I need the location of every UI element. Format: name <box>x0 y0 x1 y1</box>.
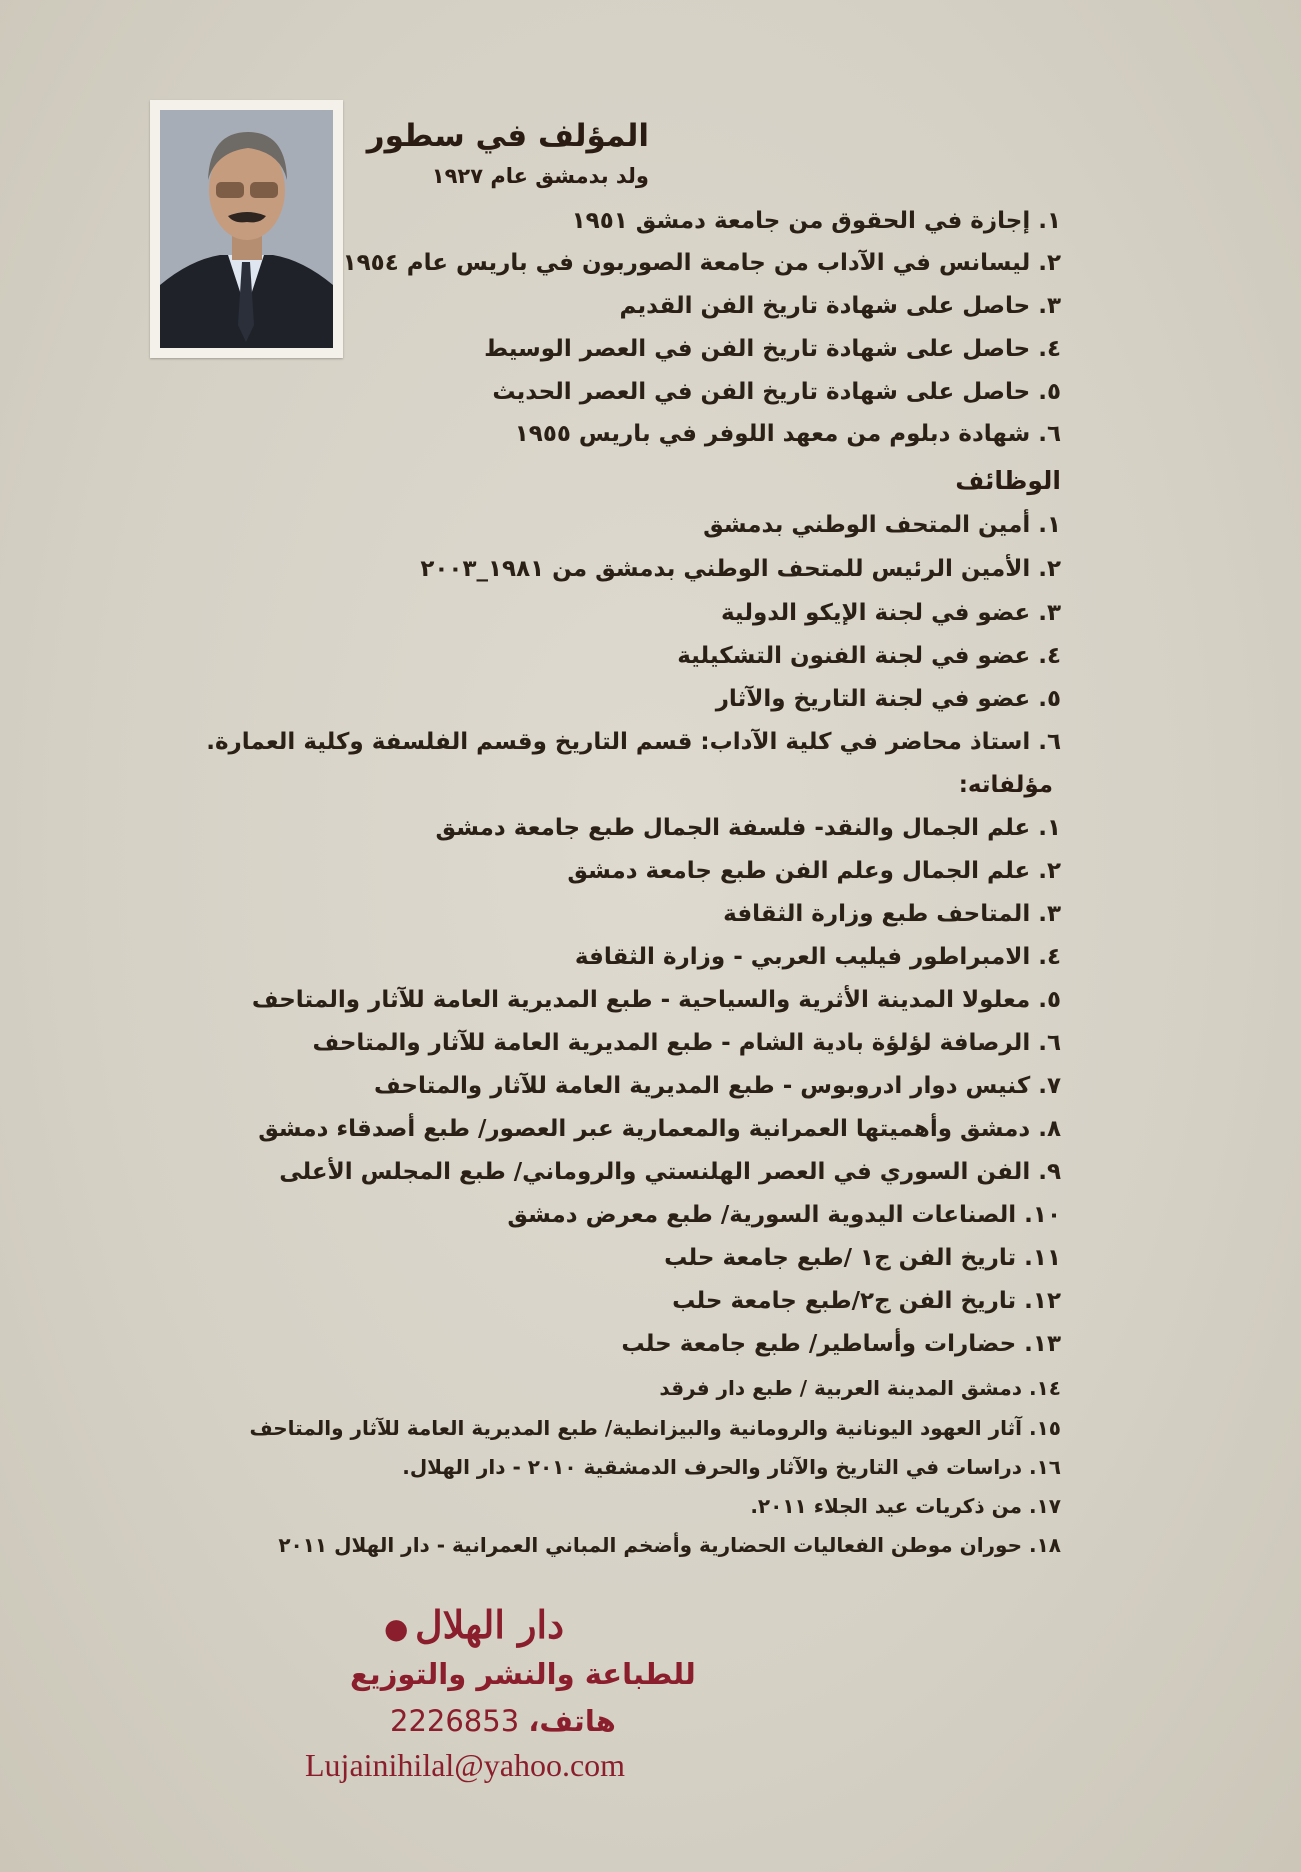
work-item: ٨. دمشق وأهميتها العمرانية والمعمارية عبر العصور/ طبع أصدقاء دمشق <box>258 1116 1061 1142</box>
work-item: ٧. كنيس دوار ادروبوس - طبع المديرية العامة للآثار والمتاحف <box>374 1073 1061 1099</box>
author-photo <box>150 100 343 358</box>
phone-number: 2226853 <box>390 1704 520 1738</box>
education-item: ١. إجازة في الحقوق من جامعة دمشق ١٩٥١ <box>571 208 1061 234</box>
education-item: ٢. ليسانس في الآداب من جامعة الصوربون في باريس عام ١٩٥٤ <box>342 250 1061 276</box>
work-item: ٣. المتاحف طبع وزارة الثقافة <box>723 901 1061 927</box>
job-item: ٤. عضو في لجنة الفنون التشكيلية <box>677 643 1061 669</box>
works-heading: مؤلفاته: <box>958 772 1053 798</box>
work-item: ١. علم الجمال والنقد- فلسفة الجمال طبع جامعة دمشق <box>435 815 1061 841</box>
author-section-title: المؤلف في سطور <box>366 118 649 154</box>
publisher-email[interactable]: Lujainihilal@yahoo.com <box>305 1747 626 1783</box>
work-item: ٦. الرصافة لؤلؤة بادية الشام - طبع المديرية العامة للآثار والمتاحف <box>312 1030 1061 1056</box>
work-item: ١١. تاريخ الفن ج١ /طبع جامعة حلب <box>664 1245 1061 1271</box>
job-item: ٢. الأمين الرئيس للمتحف الوطني بدمشق من ١٩٨١_٢٠٠٣ <box>420 556 1061 582</box>
publisher-dot: ● <box>384 1612 409 1645</box>
work-item: ٤. الامبراطور فيليب العربي - وزارة الثقافة <box>574 944 1061 970</box>
work-item: ٢. علم الجمال وعلم الفن طبع جامعة دمشق <box>567 858 1061 884</box>
job-item: ٣. عضو في لجنة الإيكو الدولية <box>720 600 1061 626</box>
publisher-name: دار الهلال <box>415 1602 564 1647</box>
job-item: ١. أمين المتحف الوطني بدمشق <box>703 512 1061 538</box>
work-item: ١٠. الصناعات اليدوية السورية/ طبع معرض دمشق <box>507 1202 1061 1228</box>
publisher-phone <box>390 1704 616 1738</box>
job-item: ٥. عضو في لجنة التاريخ والآثار <box>715 686 1061 712</box>
work-item: ١٥. آثار العهود اليونانية والرومانية والبيزانطية/ طبع المديرية العامة للآثار والمتاحف <box>249 1416 1061 1440</box>
work-item: ١٨. حوران موطن الفعاليات الحضارية وأضخم المباني العمرانية - دار الهلال ٢٠١١ <box>278 1533 1061 1557</box>
author-birth-line: ولد بدمشق عام ١٩٢٧ <box>431 164 649 188</box>
work-item: ١٦. دراسات في التاريخ والآثار والحرف الدمشقية ٢٠١٠ - دار الهلال. <box>402 1455 1061 1479</box>
phone-label: هاتف، <box>528 1704 616 1738</box>
work-item: ١٤. دمشق المدينة العربية / طبع دار فرقد <box>659 1376 1061 1400</box>
education-item: ٣. حاصل على شهادة تاريخ الفن القديم <box>619 293 1061 319</box>
jobs-heading: الوظائف <box>955 466 1061 495</box>
work-item: ٩. الفن السوري في العصر الهلنستي والروماني/ طبع المجلس الأعلى <box>279 1159 1061 1185</box>
work-item: ١٧. من ذكريات عيد الجلاء ٢٠١١. <box>750 1494 1061 1518</box>
education-item: ٥. حاصل على شهادة تاريخ الفن في العصر الحديث <box>492 379 1061 405</box>
work-item: ٥. معلولا المدينة الأثرية والسياحية - طبع المديرية العامة للآثار والمتاحف <box>251 987 1061 1013</box>
education-item: ٤. حاصل على شهادة تاريخ الفن في العصر الوسيط <box>484 336 1061 362</box>
education-item: ٦. شهادة دبلوم من معهد اللوفر في باريس ١٩٥٥ <box>514 421 1061 447</box>
work-item: ١٢. تاريخ الفن ج٢/طبع جامعة حلب <box>672 1288 1061 1314</box>
job-item: ٦. استاذ محاضر في كلية الآداب: قسم التاريخ وقسم الفلسفة وكلية العمارة. <box>206 729 1061 755</box>
publisher-tagline: للطباعة والنشر والتوزيع <box>350 1657 696 1691</box>
work-item: ١٣. حضارات وأساطير/ طبع جامعة حلب <box>621 1331 1061 1357</box>
